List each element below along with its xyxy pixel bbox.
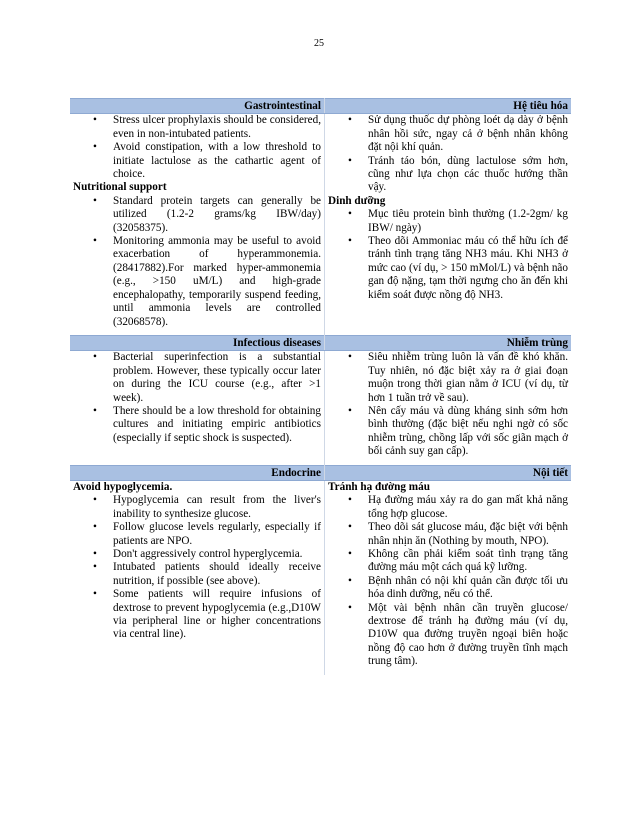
list-item: • There should be a low threshold for obtaining cultures and initiating empiric antibiotics (especially if septic shock is suspected). (113, 405, 321, 445)
right-section-title: Nội tiết (325, 465, 572, 480)
right-column-cell (325, 480, 572, 674)
list-item: • Stress ulcer prophylaxis should be considered, even in non-intubated patients. (113, 114, 321, 141)
bullet-list (328, 351, 568, 458)
left-column-cell (70, 351, 325, 465)
bullet-list (328, 114, 568, 194)
left-section-title: Gastrointestinal (70, 99, 325, 114)
page-number: 25 (314, 38, 324, 49)
section-header-row (70, 335, 571, 350)
subheading: Avoid hypoglycemia. (73, 480, 173, 493)
section-header-row (70, 465, 571, 480)
right-column-cell (325, 351, 572, 465)
list-item: • Mục tiêu protein bình thường (1.2-2gm/ kg IBW/ ngày) (368, 208, 568, 235)
list-item: • Bệnh nhân có nội khí quản cần được tối ưu hóa dinh dưỡng, nếu có thể. (368, 575, 568, 602)
list-item: • Tránh táo bón, dùng lactulose sớm hơn, cũng như lựa chọn các thuốc hướng thần vậy. (368, 155, 568, 195)
list-item: • Standard protein targets can generally be utilized (1.2-2 grams/kg IBW/day) (32058375). (113, 195, 321, 235)
bullet-list (73, 195, 321, 329)
bullet-list (73, 494, 321, 641)
right-section-title: Nhiễm trùng (325, 335, 572, 350)
left-column-cell (70, 480, 325, 674)
section-body-row (70, 114, 571, 336)
section-header-row (70, 99, 571, 114)
section-body-row (70, 351, 571, 465)
bullet-list (328, 208, 568, 302)
list-item: • Siêu nhiễm trùng luôn là vấn đề khó khăn. Tuy nhiên, nó đặc biệt xảy ra ở giai đoạn muộn trong thời gian nằm ở ICU (ví dụ, từ hơn 1 tuần trở về sau). (368, 351, 568, 405)
section-body-row (70, 480, 571, 674)
list-item: • Follow glucose levels regularly, especially if patients are NPO. (113, 521, 321, 548)
list-item: • Bacterial superinfection is a substantial problem. However, these typically occur later on during the ICU course (e.g., after >1 week). (113, 351, 321, 405)
subheading: Nutritional support (73, 181, 167, 194)
bullet-list (73, 114, 321, 181)
bullet-list (328, 494, 568, 668)
list-item: • Some patients will require infusions of dextrose to prevent hypoglycemia (e.g.,D10W via peripheral line or higher concentrations via central line). (113, 588, 321, 642)
list-item: • Nên cấy máu và dùng kháng sinh sớm hơn bình thường (đặc biệt nếu nghi ngờ có sốc nhiễm trùng, chồng lấp với sốc giãn mạch ở bối cảnh suy gan cấp). (368, 405, 568, 459)
subheading: Tránh hạ đường máu (328, 480, 430, 493)
list-item: • Avoid constipation, with a low threshold to initiate lactulose as the cathartic agent of choice. (113, 141, 321, 181)
list-item: • Một vài bệnh nhân cần truyền glucose/ dextrose để tránh hạ đường máu (ví dụ, D10W qua đường truyền ngoại biên hoặc nồng độ cao hơn ở đường truyền tĩnh mạch trung tâm). (368, 602, 568, 669)
right-section-title: Hệ tiêu hóa (325, 99, 572, 114)
list-item: • Monitoring ammonia may be useful to avoid exacerbation of hyperammonemia. (28417882).For marked hyper-ammonemia (e.g., >150 uM/L) and high-grade encephalopathy, temporarily suspend feeding, until ammonia levels are controlled (32068578). (113, 235, 321, 329)
list-item: • Theo dõi Ammoniac máu có thể hữu ích để tránh tình trạng tăng NH3 máu. Khi NH3 ở mức cao (ví dụ, > 150 mMol/L) và bệnh não gan độ nặng, tạm thời ngưng cho ăn đến khi kiểm soát được nồng độ NH3. (368, 235, 568, 302)
right-column-cell (325, 114, 572, 336)
left-section-title: Endocrine (70, 465, 325, 480)
bullet-list (73, 351, 321, 445)
list-item: • Sử dụng thuốc dự phòng loét dạ dày ở bệnh nhân hồi sức, ngay cả ở bệnh nhân không đặt nội khí quản. (368, 114, 568, 154)
subheading: Dinh dưỡng (328, 194, 386, 207)
list-item: • Không cần phải kiểm soát tình trạng tăng đường máu một cách quá kỹ lưỡng. (368, 548, 568, 575)
list-item: • Theo dõi sát glucose máu, đặc biệt với bệnh nhân nhịn ăn (Nothing by mouth, NPO). (368, 521, 568, 548)
list-item: • Intubated patients should ideally receive nutrition, if possible (see above). (113, 561, 321, 588)
list-item: • Don't aggressively control hyperglycemia. (113, 548, 321, 561)
left-section-title: Infectious diseases (70, 335, 325, 350)
list-item: • Hypoglycemia can result from the liver's inability to synthesize glucose. (113, 494, 321, 521)
left-column-cell (70, 114, 325, 336)
list-item: • Hạ đường máu xảy ra do gan mất khả năng tổng hợp glucose. (368, 494, 568, 521)
bilingual-table (70, 98, 571, 675)
